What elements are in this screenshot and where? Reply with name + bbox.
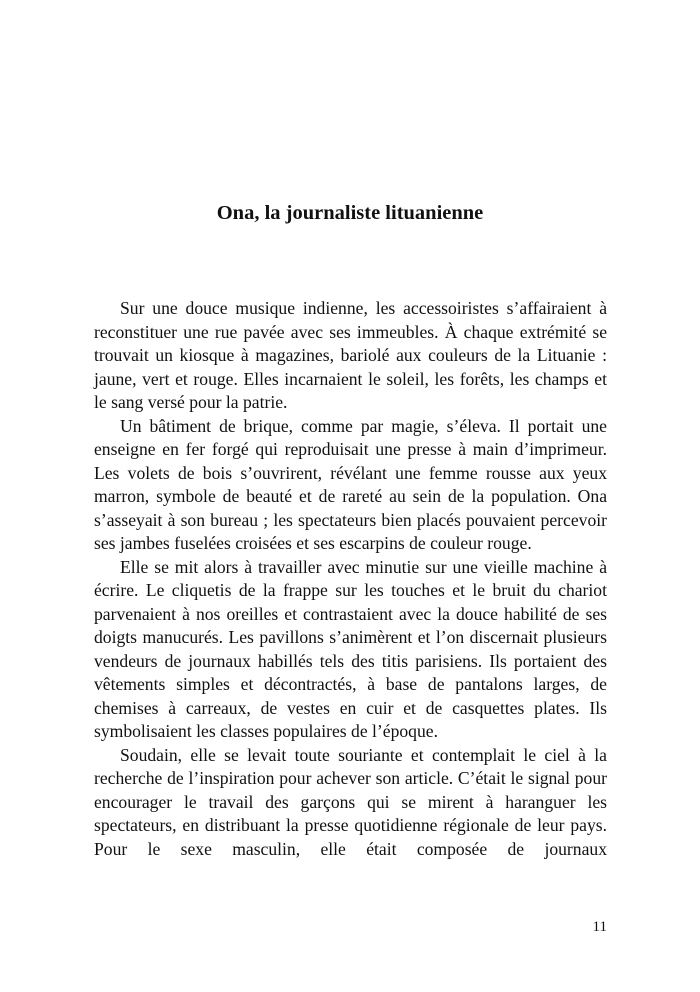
chapter-title: Ona, la journaliste lituanienne	[216, 202, 484, 224]
chapter-body	[94, 297, 607, 861]
paragraph-1: Sur une douce musique indienne, les accessoiristes s’affairaient à reconstituer une rue pavée avec ses immeubles. À chaque extrémité se trouvait un kiosque à magazines, bariolé aux couleurs de la Lituanie : jaune, vert et rouge. Elles incarnaient le soleil, les forêts, les champs et le sang versé pour la patrie.	[94, 298, 607, 412]
page-number: 11	[592, 919, 607, 935]
paragraph-3: Elle se mit alors à travailler avec minutie sur une vieille machine à écrire. Le cliquetis de la frappe sur les touches et le bruit du chariot parvenaient à nos oreilles et contrastaient avec la douce habilité de ses doigts manucurés. Les pavillons s’animèrent et l’on discernait plusieurs vendeurs de journaux habillés tels des titis parisiens. Ils portaient des vêtements simples et décontractés, à base de pantalons larges, de chemises à carreaux, de vestes en cuir et de casquettes plates. Ils symbolisaient les classes populaires de l’époque.	[94, 556, 607, 741]
paragraph-2: Un bâtiment de brique, comme par magie, s’éleva. Il portait une enseigne en fer forgé qui reproduisait une presse à main d’imprimeur. Les volets de bois s’ouvrirent, révélant une femme rousse aux yeux marron, symbole de beauté et de rareté au sein de la population. Ona s’asseyait à son bureau ; les spectateurs bien placés pouvaient percevoir ses jambes fuselées croisées et ses escarpins de couleur rouge.	[94, 415, 607, 553]
paragraph-4: Soudain, elle se levait toute souriante et contemplait le ciel à la recherche de l’inspiration pour achever son article. C’était le signal pour encourager le travail des garçons qui se mirent à haranguer les spectateurs, en distribuant la presse quotidienne régionale de leur pays. Pour le sexe masculin, elle était composée de journaux	[94, 744, 607, 859]
